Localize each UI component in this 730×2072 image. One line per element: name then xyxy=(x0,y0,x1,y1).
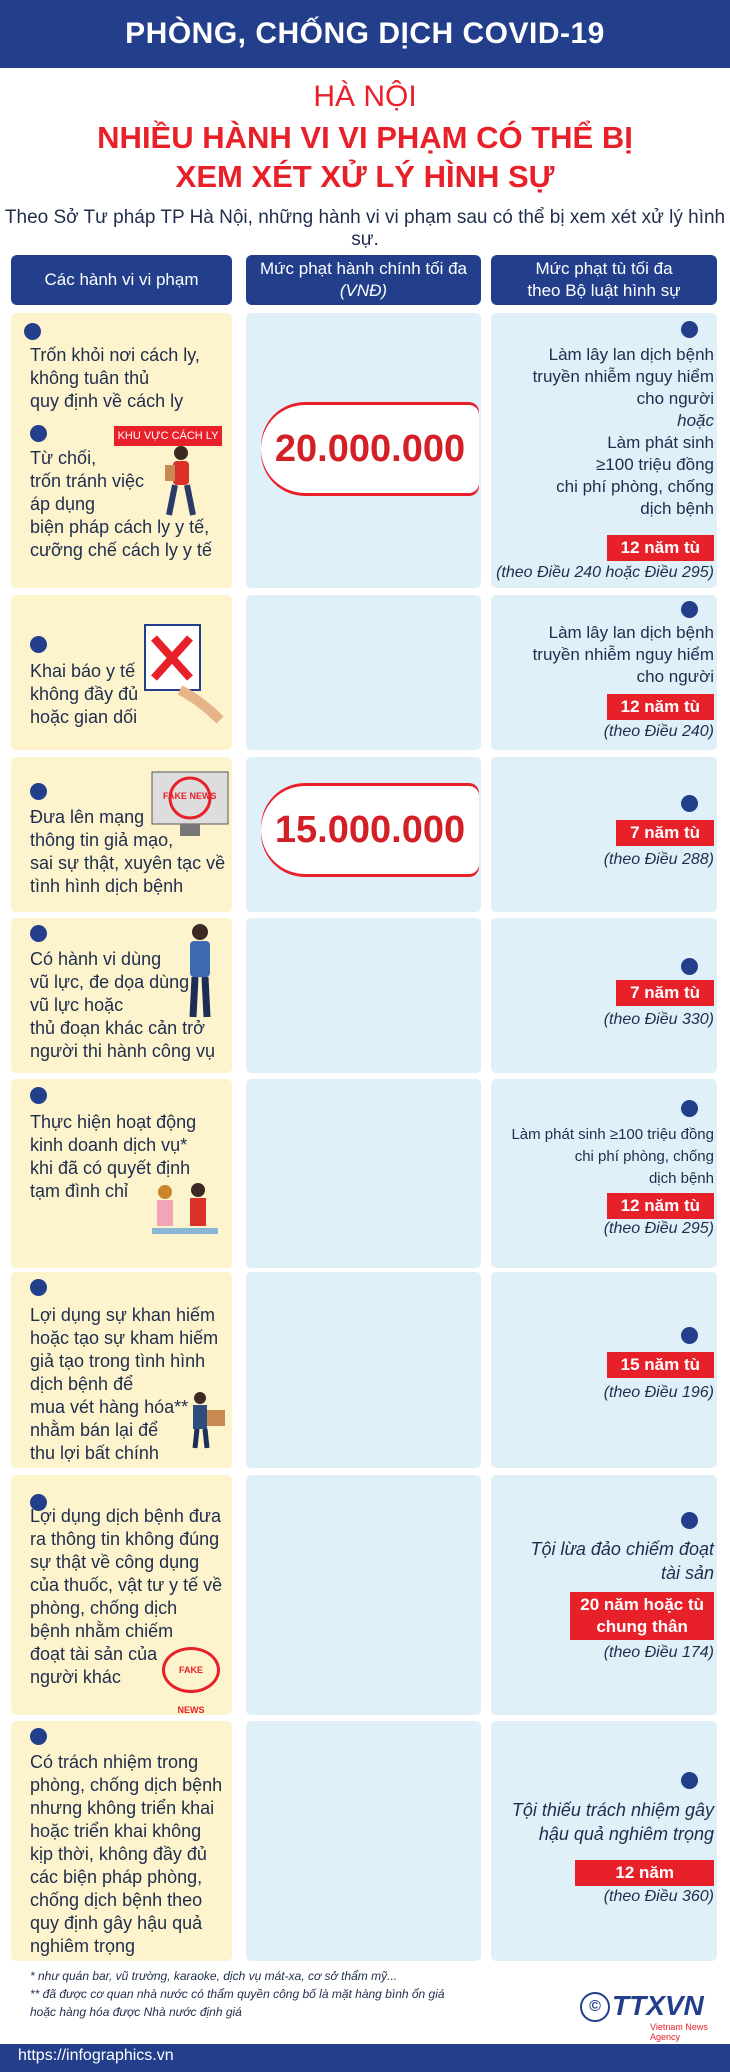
bullet-icon xyxy=(30,1728,47,1745)
row-2-violation: Khai báo y tế không đầy đủ hoặc gian dối xyxy=(30,661,139,727)
row-8-penalty-text: Tội thiếu trách nhiệm gây hậu quả nghiêm trọng xyxy=(511,1800,714,1844)
law-reference: (theo Điều 240) xyxy=(603,723,714,740)
law-reference: (theo Điều 360) xyxy=(603,1888,714,1905)
top-banner xyxy=(0,0,730,68)
bullet-icon xyxy=(30,425,47,442)
column-header-unit: (VNĐ) xyxy=(339,281,388,300)
row-5-penalty-text: Làm phát sinh ≥100 triệu đồng chi phí phòng, chống dịch bệnh xyxy=(511,1126,714,1187)
bullet-icon xyxy=(30,1087,47,1104)
fine-amount-15m: 15.000.000 xyxy=(261,786,479,874)
row-2-penalty-text: Làm lây lan dịch bệnh truyền nhiễm nguy hiểm cho người xyxy=(532,623,714,686)
row-5-violation: Thực hiện hoạt động kinh doanh dịch vụ* khi đã có quyết định tạm đình chỉ xyxy=(30,1112,197,1201)
bullet-icon xyxy=(24,323,41,340)
standing-person-icon xyxy=(180,922,220,1022)
row-3-violation: Đưa lên mạng thông tin giả mạo, sai sự thật, xuyên tạc về tình hình dịch bệnh xyxy=(30,807,226,896)
row-2-fine-cell xyxy=(246,595,481,750)
bullet-icon xyxy=(681,795,698,812)
footnote-1: * như quán bar, vũ trường, karaoke, dịch vụ mát-xa, cơ sở thẩm mỹ... xyxy=(30,1969,398,1983)
column-header-prison-label-1: Mức phạt tù tối đa xyxy=(535,259,673,278)
row-1-violation-b: Từ chối, trốn tránh việc áp dụng biện pháp cách ly y tế, cưỡng chế cách ly y tế xyxy=(30,448,212,560)
prison-term-badge: 7 năm tù xyxy=(616,820,714,846)
walking-person-icon xyxy=(155,445,205,520)
bullet-icon xyxy=(681,1512,698,1529)
headline-line-1: NHIỀU HÀNH VI VI PHẠM CÓ THỂ BỊ xyxy=(97,120,633,155)
prison-term-badge: 15 năm tù xyxy=(607,1352,714,1378)
law-reference: (theo Điều 295) xyxy=(603,1220,714,1237)
law-reference: (theo Điều 240 hoặc Điều 295) xyxy=(496,564,714,581)
footnote-2: ** đã được cơ quan nhà nước có thẩm quyền công bố là mặt hàng bình ổn giá xyxy=(30,1987,445,2001)
bullet-icon xyxy=(30,1279,47,1296)
row-8-fine-cell xyxy=(246,1721,481,1961)
banner-title: PHÒNG, CHỐNG DỊCH COVID-19 xyxy=(125,17,605,50)
law-reference: (theo Điều 196) xyxy=(603,1384,714,1401)
row-7-fine-cell xyxy=(246,1475,481,1715)
fake-news-stamp: FAKE NEWS xyxy=(163,791,217,801)
law-reference: (theo Điều 174) xyxy=(603,1644,714,1661)
row-8-violation: Có trách nhiệm trong phòng, chống dịch bệnh nhưng không triển khai hoặc triển khai không kịp thời, không đầy đủ các biện pháp phòng, chống dịch bệnh theo quy định gây hậu quả nghiêm trọng xyxy=(30,1752,223,1956)
prison-term-badge: 20 năm hoặc tù chung thân xyxy=(570,1592,714,1640)
headline-city: HÀ NỘI xyxy=(313,80,417,113)
row-6-fine-cell xyxy=(246,1272,481,1468)
row-6-violation: Lợi dụng sự khan hiếm hoặc tạo sự kham hiếm giả tạo trong tình hình dịch bệnh để mua vét hàng hóa** nhằm bán lại để thu lợi bất chính xyxy=(30,1305,219,1463)
website-link[interactable]: https://infographics.vn xyxy=(18,2047,174,2064)
headline-line-2: XEM XÉT XỬ LÝ HÌNH SỰ xyxy=(175,159,555,194)
bullet-icon xyxy=(681,1327,698,1344)
intro-text: Theo Sở Tư pháp TP Hà Nội, những hành vi vi phạm sau có thể bị xem xét xử lý hình sự. xyxy=(4,207,726,250)
fine-amount-20m: 20.000.000 xyxy=(261,405,479,493)
prison-term-badge: 12 năm tù xyxy=(607,694,714,720)
column-header-prison xyxy=(491,255,717,305)
column-header-violation: Các hành vi vi phạm xyxy=(11,255,232,305)
headline-main xyxy=(0,118,730,196)
fake-news-monitor-icon xyxy=(150,770,230,840)
copyright-icon: © xyxy=(580,1992,610,2022)
row-1-violation-a: Trốn khỏi nơi cách ly, không tuân thủ quy định về cách ly xyxy=(30,345,200,411)
bullet-icon xyxy=(30,783,47,800)
prison-term-badge: 12 năm xyxy=(575,1860,714,1886)
bullet-icon xyxy=(681,321,698,338)
row-4-fine-cell xyxy=(246,918,481,1073)
column-header-admin-fine xyxy=(246,255,481,305)
bullet-icon xyxy=(681,1100,698,1117)
prison-term-badge: 7 năm tù xyxy=(616,980,714,1006)
prison-term-badge: 12 năm tù xyxy=(607,1193,714,1219)
ttxvn-logo: TTXVN xyxy=(612,1990,704,2021)
shopper-with-boxes-icon xyxy=(185,1390,230,1450)
row-7-penalty-text: Tội lừa đảo chiếm đoạt tài sản xyxy=(530,1539,714,1583)
logo-subtitle: Vietnam News Agency xyxy=(650,2022,708,2042)
bullet-icon xyxy=(681,958,698,975)
column-header-prison-label-2: theo Bộ luật hình sự xyxy=(527,281,681,300)
shop-people-icon xyxy=(150,1180,220,1260)
row-4-violation: Có hành vi dùng vũ lực, đe dọa dùng vũ lực hoặc thủ đoạn khác cản trở người thi hành công vụ xyxy=(30,949,215,1061)
quarantine-sign-icon: KHU VỰC CÁCH LY xyxy=(114,426,222,446)
row-7-violation: Lợi dụng dịch bệnh đưa ra thông tin không đúng sự thật về công dụng của thuốc, vật tư y tế về phòng, chống dịch bệnh nhằm chiếm đoạt tài sản của người khác xyxy=(30,1506,223,1687)
prison-term-badge: 12 năm tù xyxy=(607,535,714,561)
bullet-icon xyxy=(30,925,47,942)
bullet-icon xyxy=(681,601,698,618)
law-reference: (theo Điều 330) xyxy=(603,1011,714,1028)
fake-news-stamp-icon: FAKE NEWS xyxy=(162,1647,220,1693)
bullet-icon xyxy=(30,636,47,653)
row-1-penalty-text: Làm lây lan dịch bệnh truyền nhiễm nguy hiểm cho người hoặc Làm phát sinh ≥100 triệu đồng chi phí phòng, chống dịch bệnh xyxy=(532,345,714,518)
declaration-form-icon xyxy=(140,620,230,725)
row-5-fine-cell xyxy=(246,1079,481,1268)
footnote-3: hoặc hàng hóa được Nhà nước định giá xyxy=(30,2005,242,2019)
bullet-icon xyxy=(681,1772,698,1789)
column-header-admin-fine-label: Mức phạt hành chính tối đa xyxy=(259,259,467,278)
law-reference: (theo Điều 288) xyxy=(603,851,714,868)
